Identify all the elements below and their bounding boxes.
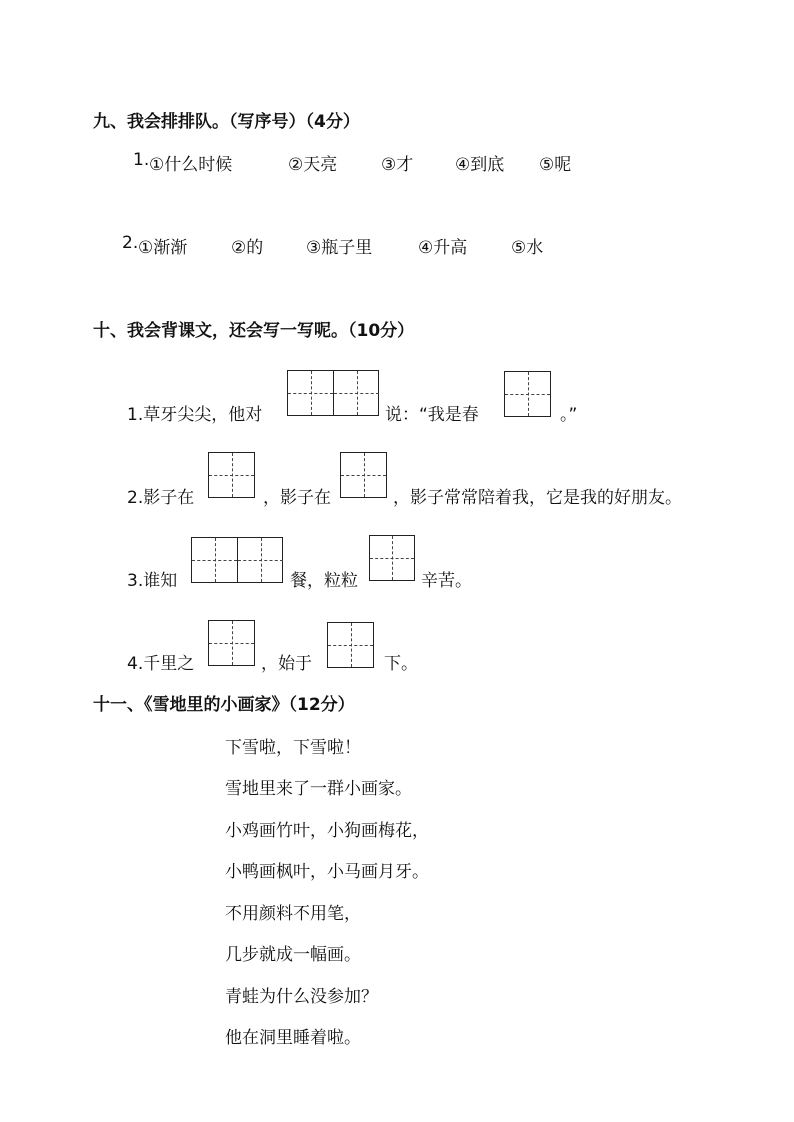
poem-line: 他在洞里睡着啦。 <box>225 1028 361 1048</box>
fill-line-2-text-b: ，影子在 <box>263 488 331 508</box>
fill-line-4-text-a: 4.千里之 <box>127 654 195 674</box>
writing-grid-1-cell[interactable] <box>208 620 255 666</box>
poem-line: 不用颜料不用笔， <box>225 904 361 924</box>
grid-cell[interactable] <box>333 371 379 415</box>
question-number: 2. <box>122 233 139 253</box>
writing-grid-1-cell[interactable] <box>208 452 255 498</box>
fill-line-2-text-a: 2.影子在 <box>127 488 195 508</box>
writing-grid-1-cell[interactable] <box>327 622 374 668</box>
writing-grid-2-cells[interactable] <box>287 370 379 416</box>
section-9-heading: 九、我会排排队。（写序号）（4分） <box>93 112 360 132</box>
poem-line: 小鸭画枫叶，小马画月牙。 <box>225 862 429 882</box>
grid-cell[interactable] <box>505 372 550 416</box>
word-option: ①什么时候 <box>149 155 233 175</box>
fill-line-1-text-a: 1.草牙尖尖，他对 <box>127 405 263 425</box>
writing-grid-1-cell[interactable] <box>340 452 387 498</box>
poem-line: 雪地里来了一群小画家。 <box>225 779 412 799</box>
writing-grid-1-cell[interactable] <box>369 535 415 581</box>
grid-cell[interactable] <box>209 621 254 665</box>
question-number: 1. <box>133 150 150 170</box>
word-option: ⑤呢 <box>539 155 572 175</box>
word-option: ④升高 <box>418 238 468 258</box>
word-option: ①渐渐 <box>138 238 188 258</box>
fill-line-4-text-b: ，始于 <box>261 654 312 674</box>
word-option: ③才 <box>381 155 414 175</box>
fill-line-1-text-c: 。” <box>560 405 578 425</box>
poem-line: 下雪啦，下雪啦！ <box>225 738 361 758</box>
word-option: ②天亮 <box>288 155 338 175</box>
section-11-heading: 十一、《雪地里的小画家》（12分） <box>93 695 355 715</box>
fill-line-3-text-b: 餐，粒粒 <box>290 571 358 591</box>
poem-line: 小鸡画竹叶，小狗画梅花， <box>225 821 429 841</box>
fill-line-3-text-a: 3.谁知 <box>127 571 178 591</box>
word-option: ②的 <box>231 238 264 258</box>
grid-cell[interactable] <box>341 453 386 497</box>
grid-cell[interactable] <box>192 538 237 582</box>
word-option: ⑤水 <box>511 238 544 258</box>
grid-cell[interactable] <box>370 536 414 580</box>
word-option: ③瓶子里 <box>306 238 373 258</box>
word-option: ④到底 <box>455 155 505 175</box>
fill-line-4-text-c: 下。 <box>384 654 418 674</box>
fill-line-3-text-c: 辛苦。 <box>421 571 472 591</box>
writing-grid-2-cells[interactable] <box>191 537 283 583</box>
poem-line: 青蛙为什么没参加？ <box>225 987 378 1007</box>
writing-grid-1-cell[interactable] <box>504 371 551 417</box>
grid-cell[interactable] <box>288 371 333 415</box>
section-10-heading: 十、我会背课文，还会写一写呢。（10分） <box>93 321 415 341</box>
grid-cell[interactable] <box>328 623 373 667</box>
fill-line-2-text-c: ，影子常常陪着我，它是我的好朋友。 <box>393 488 682 508</box>
poem-line: 几步就成一幅画。 <box>225 945 361 965</box>
fill-line-1-text-b: 说：“我是春 <box>385 405 479 425</box>
grid-cell[interactable] <box>237 538 283 582</box>
grid-cell[interactable] <box>209 453 254 497</box>
